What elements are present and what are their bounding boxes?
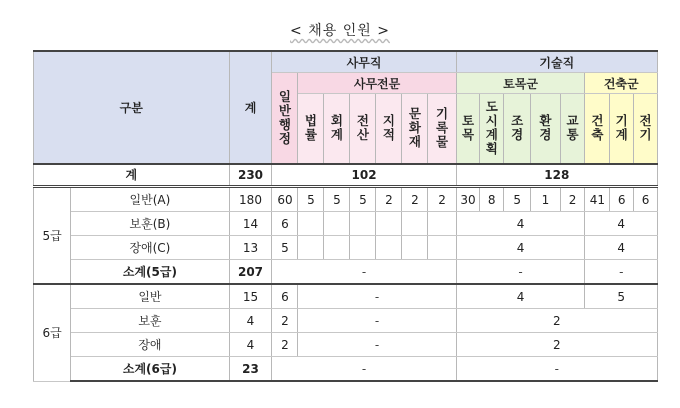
cell-general-admin: 5 xyxy=(272,236,298,260)
header-traffic: 교통 xyxy=(560,94,585,164)
table-row xyxy=(34,236,658,260)
cell-records xyxy=(428,212,456,236)
header-civil-eng: 토목 xyxy=(456,94,480,164)
header-technical: 기술직 xyxy=(456,51,657,73)
cell-law: 5 xyxy=(298,187,324,212)
cell-computing xyxy=(350,212,376,236)
cell-civil-eng: 30 xyxy=(456,187,480,212)
table-row xyxy=(34,333,658,357)
header-accounting: 회계 xyxy=(324,94,350,164)
cell-urban-planning: 8 xyxy=(480,187,504,212)
header-records: 기록물 xyxy=(428,94,456,164)
cell-cultural-heritage: 2 xyxy=(402,187,428,212)
row-name: 보훈(B) xyxy=(71,212,229,236)
subtotal-civil: - xyxy=(456,260,585,285)
header-total: 계 xyxy=(229,51,272,164)
cell-general-admin: 6 xyxy=(272,284,298,309)
cell-electrical: 6 xyxy=(634,187,658,212)
cell-technical-merged: 2 xyxy=(456,333,657,357)
header-electrical: 전기 xyxy=(634,94,658,164)
header-urban-planning: 도시계획 xyxy=(480,94,504,164)
cell-computing: 5 xyxy=(350,187,376,212)
header-mechanical: 기계 xyxy=(610,94,634,164)
table-title-text: < 채용 인원 > xyxy=(290,23,390,39)
total-technical: 128 xyxy=(456,164,657,187)
cell-accounting xyxy=(324,236,350,260)
header-civil: 토목군 xyxy=(456,73,585,94)
header-landscape: 조경 xyxy=(504,94,531,164)
cell-civil-merged: 4 xyxy=(456,284,585,309)
header-office-specialty: 사무전문 xyxy=(298,73,456,94)
grade6-label: 6급 xyxy=(34,284,71,381)
cell-office-merged: - xyxy=(298,309,456,333)
cell-accounting xyxy=(324,212,350,236)
row-total: 180 xyxy=(229,187,272,212)
cell-general-admin: 6 xyxy=(272,212,298,236)
subtotal-total: 207 xyxy=(229,260,272,285)
header-office: 사무직 xyxy=(272,51,456,73)
cell-cultural-heritage xyxy=(402,212,428,236)
subtotal-office: - xyxy=(272,357,456,382)
header-arch: 건축군 xyxy=(585,73,658,94)
cell-general-admin: 2 xyxy=(272,333,298,357)
recruitment-table xyxy=(33,50,658,382)
subtotal-office: - xyxy=(272,260,456,285)
table-row xyxy=(34,187,658,212)
row-total: 4 xyxy=(229,309,272,333)
cell-office-merged: - xyxy=(298,333,456,357)
cell-general-admin: 60 xyxy=(272,187,298,212)
cell-cultural-heritage xyxy=(402,236,428,260)
subtotal-row xyxy=(34,357,658,382)
subtotal-total: 23 xyxy=(229,357,272,382)
cell-arch-merged: 4 xyxy=(585,212,658,236)
total-label: 계 xyxy=(34,164,230,187)
cell-civil-merged: 4 xyxy=(456,212,585,236)
cell-general-admin: 2 xyxy=(272,309,298,333)
cell-accounting: 5 xyxy=(324,187,350,212)
subtotal-name: 소계(5급) xyxy=(71,260,229,285)
cell-arch-merged: 5 xyxy=(585,284,658,309)
grade5-label: 5급 xyxy=(34,187,71,285)
header-computing: 전산 xyxy=(350,94,376,164)
header-architecture: 건축 xyxy=(585,94,610,164)
subtotal-arch: - xyxy=(585,260,658,285)
row-name: 보훈 xyxy=(71,309,229,333)
cell-mechanical: 6 xyxy=(610,187,634,212)
subtotal-technical: - xyxy=(456,357,657,382)
row-name: 일반 xyxy=(71,284,229,309)
cell-cadastral xyxy=(376,212,402,236)
subtotal-name: 소계(6급) xyxy=(71,357,229,382)
cell-office-merged: - xyxy=(298,284,456,309)
subtotal-row xyxy=(34,260,658,285)
cell-cadastral: 2 xyxy=(376,187,402,212)
row-name: 장애(C) xyxy=(71,236,229,260)
header-cadastral: 지적 xyxy=(376,94,402,164)
cell-technical-merged: 2 xyxy=(456,309,657,333)
cell-environment: 1 xyxy=(531,187,560,212)
row-name: 일반(A) xyxy=(71,187,229,212)
total-office: 102 xyxy=(272,164,456,187)
cell-arch-merged: 4 xyxy=(585,236,658,260)
row-total: 15 xyxy=(229,284,272,309)
cell-architecture: 41 xyxy=(585,187,610,212)
cell-computing xyxy=(350,236,376,260)
header-general-admin: 일반행정 xyxy=(272,73,298,164)
total-row xyxy=(34,164,658,187)
header-gubun: 구분 xyxy=(34,51,230,164)
row-total: 14 xyxy=(229,212,272,236)
cell-law xyxy=(298,236,324,260)
row-total: 13 xyxy=(229,236,272,260)
cell-civil-merged: 4 xyxy=(456,236,585,260)
total-value: 230 xyxy=(229,164,272,187)
header-environment: 환경 xyxy=(531,94,560,164)
cell-traffic: 2 xyxy=(560,187,585,212)
table-row xyxy=(34,309,658,333)
cell-law xyxy=(298,212,324,236)
cell-cadastral xyxy=(376,236,402,260)
header-row-1 xyxy=(34,51,658,73)
header-cultural-heritage: 문화재 xyxy=(402,94,428,164)
table-row xyxy=(34,212,658,236)
header-law: 법률 xyxy=(298,94,324,164)
row-name: 장애 xyxy=(71,333,229,357)
cell-landscape: 5 xyxy=(504,187,531,212)
row-total: 4 xyxy=(229,333,272,357)
cell-records xyxy=(428,236,456,260)
table-title xyxy=(0,20,680,40)
cell-records: 2 xyxy=(428,187,456,212)
table-row xyxy=(34,284,658,309)
